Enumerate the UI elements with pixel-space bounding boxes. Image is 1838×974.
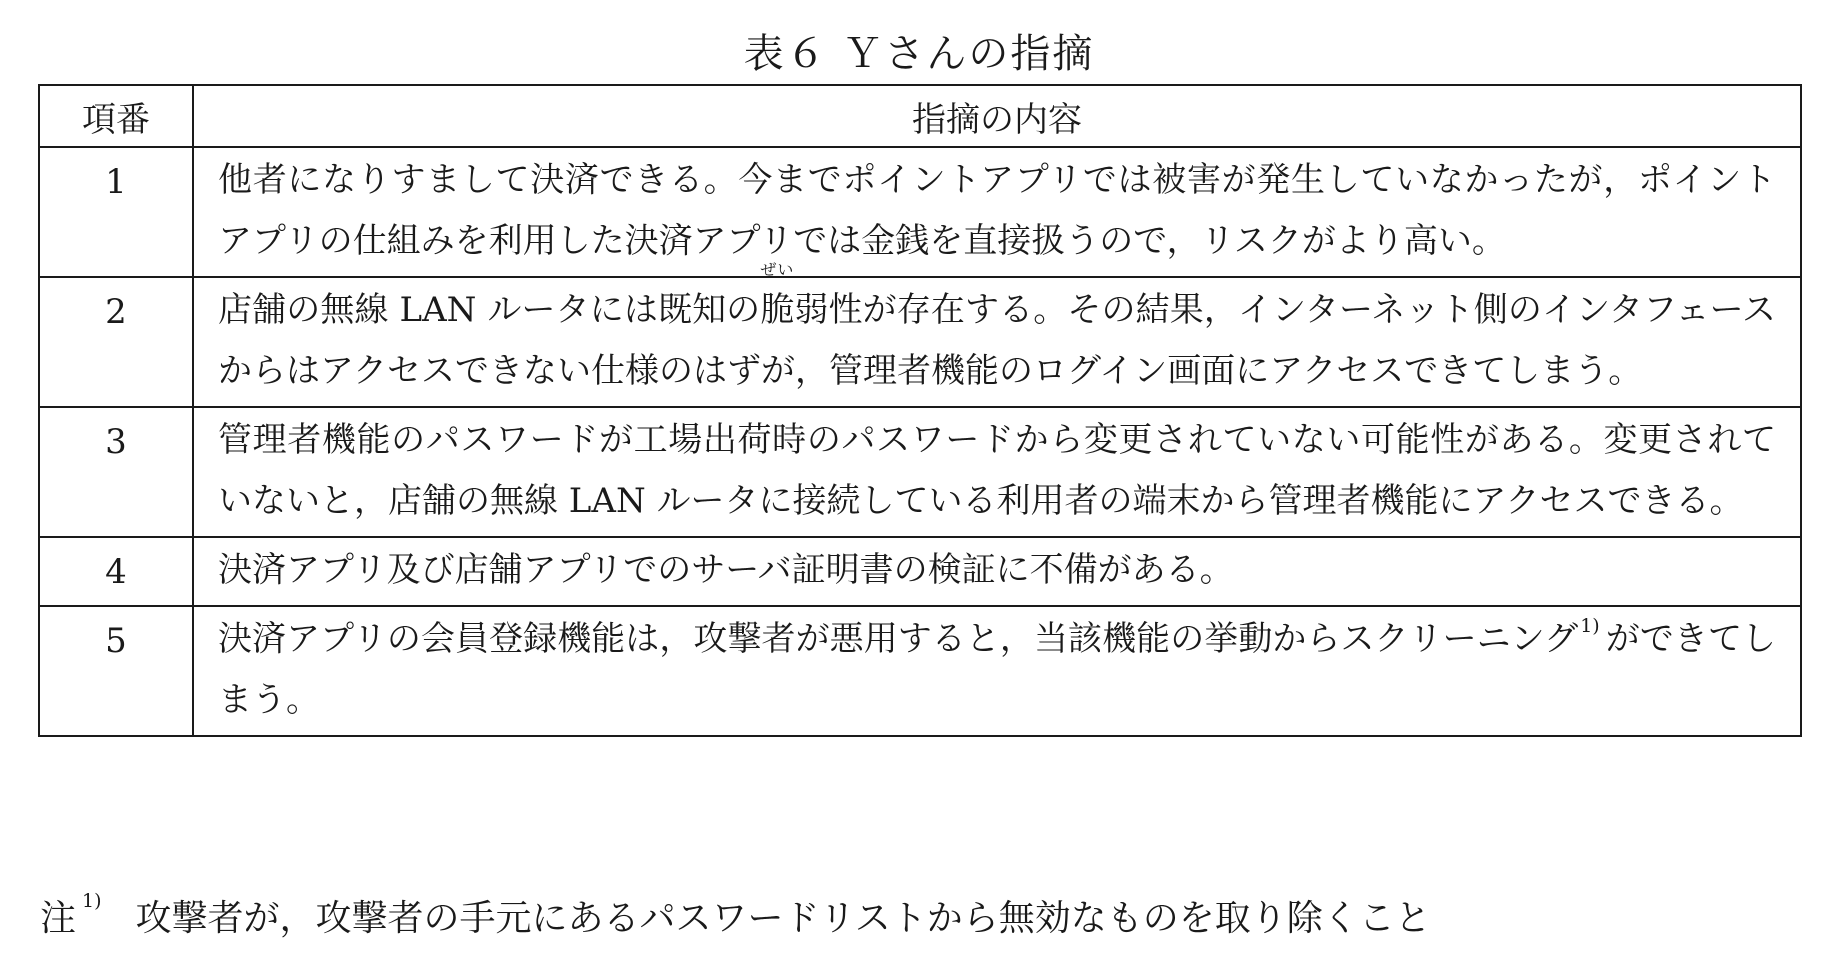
row-text-after-ruby: 弱性が存在する。その結果，インターネット側のインタフェースからはアクセスできない仕様のはずが，管理者機能のログイン画面にアクセスできてしまう。 (218, 290, 1776, 391)
table-header-row (39, 85, 1801, 147)
table-row (39, 606, 1801, 736)
footnote-label: 注 (40, 898, 77, 939)
footnote-marker: 1) (1580, 615, 1600, 637)
table-row (39, 147, 1801, 277)
row-content (193, 606, 1801, 736)
row-number: 4 (39, 537, 193, 606)
ruby-annotation (760, 260, 795, 341)
findings-table (38, 84, 1802, 737)
row-number: 1 (39, 147, 193, 277)
row-text-before-footnote: 決済アプリの会員登録機能は，攻撃者が悪用すると，当該機能の挙動からスクリーニング (218, 619, 1579, 659)
row-content: 管理者機能のパスワードが工場出荷時のパスワードから変更されていない可能性がある。変更されていないと，店舗の無線 LAN ルータに接続している利用者の端末から管理者機能にアクセスできる。 (193, 407, 1801, 537)
row-content (193, 260, 1801, 407)
row-content: 他者になりすまして決済できる。今までポイントアプリでは被害が発生していなかったが，ポイントアプリの仕組みを利用した決済アプリでは金銭を直接扱うので，リスクがより高い。 (193, 147, 1801, 277)
header-item-no: 項番 (39, 85, 193, 147)
footnote-text: 攻撃者が，攻撃者の手元にあるパスワードリストから無効なものを取り除くこと (135, 898, 1431, 939)
row-number: 3 (39, 407, 193, 537)
header-content: 指摘の内容 (193, 85, 1801, 147)
row-number: 5 (39, 606, 193, 736)
table-caption: 表６ Ｙさんの指摘 (743, 31, 1095, 77)
footnote (40, 890, 1431, 941)
ruby-reading: ぜい (760, 260, 795, 279)
row-text-after-footnote: ができてしまう。 (218, 619, 1776, 720)
table-row (39, 277, 1801, 407)
row-text-before-ruby: 店舗の無線 LAN ルータには既知の (218, 290, 761, 330)
footnote-label-marker: 1) (82, 890, 102, 912)
ruby-base: 脆 (760, 290, 795, 330)
row-number: 2 (39, 277, 193, 407)
row-content: 決済アプリ及び店舗アプリでのサーバ証明書の検証に不備がある。 (193, 537, 1801, 606)
table-row (39, 537, 1801, 606)
findings-table-wrapper (38, 84, 1800, 737)
table-row (39, 407, 1801, 537)
